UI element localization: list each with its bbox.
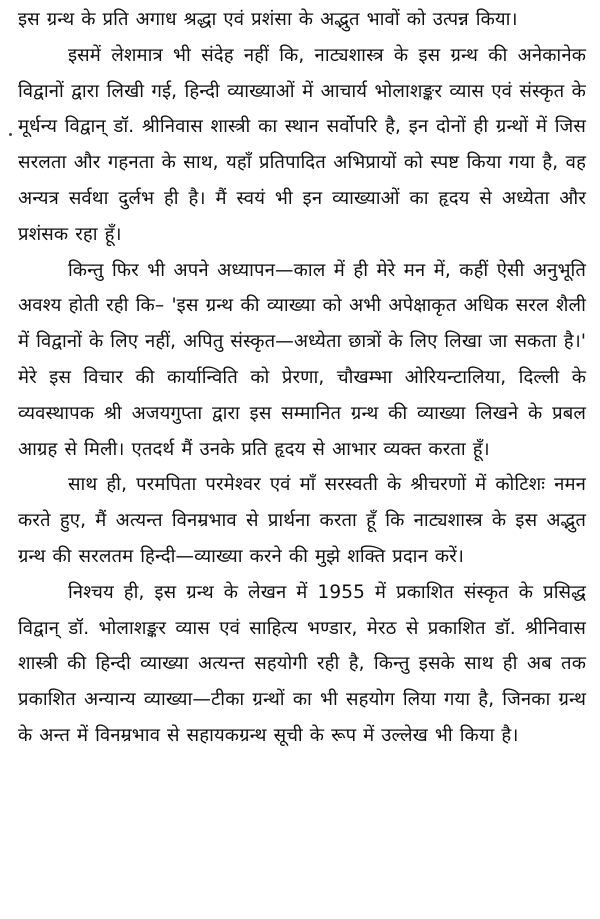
paragraph-1: इस ग्रन्थ के प्रति अगाध श्रद्धा एवं प्रशंसा के अद्भुत भावों को उत्पन्न किया। [18,9,518,30]
paragraph-3: किन्तु फिर भी अपने अध्यापन—काल में ही मेरे मन में, कहीं ऐसी अनुभूति अवश्य होती रही कि– 'इस ग्रन्थ की व्याख्या को अभी अपेक्षाकृत अधिक सरल शैली में विद्वानों के लिए नहीं, अपितु संस्कृत—अध्येता छात्रों के लिए लिखा जा सकता है।' मेरे इस विचार की कार्यान्विति को प्रेरणा, चौखम्भा ओरियन्टालिया, दिल्ली के व्यवस्थापक श्री अजयगुप्ता द्वारा इस सम्मानित ग्रन्थ की व्याख्या लिखने के प्रबल आग्रह से मिली। एतदर्थ मैं उनके प्रति हृदय से आभार व्यक्त करता हूँ। [18,259,586,460]
scan-speck [9,133,12,136]
paragraph-5: निश्चय ही, इस ग्रन्थ के लेखन में 1955 में प्रकाशित संस्कृत के प्रसिद्ध विद्वान् डॉ. भोलाशङ्कर व्यास एवं साहित्य भण्डार, मेरठ से प्रकाशित डॉ. श्रीनिवास शास्त्री की हिन्दी व्याख्या अत्यन्त सहयोगी रही है, किन्तु इसके साथ ही अब तक प्रकाशित अन्यान्य व्याख्या—टीका ग्रन्थों का भी सहयोग लिया गया है, जिनका ग्रन्थ के अन्त में विनम्रभाव से सहायकग्रन्थ सूची के रूप में उल्लेख भी किया है। [18,581,586,746]
paragraph-2: इसमें लेशमात्र भी संदेह नहीं कि, नाट्यशास्त्र के इस ग्रन्थ की अनेकानेक विद्वानों द्वारा लिखी गई, हिन्दी व्याख्याओं में आचार्य भोलाशङ्कर व्यास एवं संस्कृत के मूर्धन्य विद्वान् डॉ. श्रीनिवास शास्त्री का स्थान सर्वोपरि है, इन दोनों ही ग्रन्थों में जिस सरलता और गहनता के साथ, यहाँ प्रतिपादित अभिप्रायों को स्पष्ट किया गया है, वह अन्यत्र सर्वथा दुर्लभ ही है। मैं स्वयं भी इन व्याख्याओं का हृदय से अध्येता और प्रशंसक रहा हूँ। [18,44,586,245]
paragraph-4: साथ ही, परमपिता परमेश्वर एवं माँ सरस्वती के श्रीचरणों में कोटिशः नमन करते हुए, मैं अत्यन्त विनम्रभाव से प्रार्थना करता हूँ कि नाट्यशास्त्र के इस अद्भुत ग्रन्थ की सरलतम हिन्दी—व्याख्या करने की मुझे शक्ति प्रदान करें। [18,474,586,567]
